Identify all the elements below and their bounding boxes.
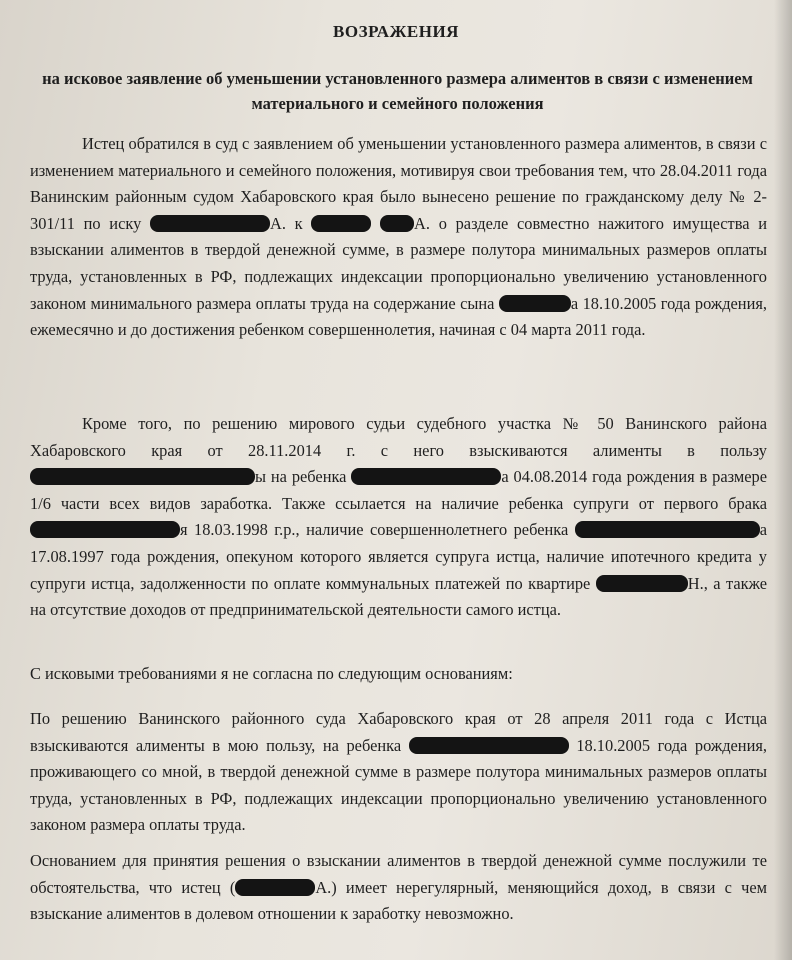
paragraph-3 <box>30 661 767 688</box>
paragraph-text: ы на ребенка <box>255 467 352 487</box>
paragraph-text: А. к <box>270 213 312 233</box>
paragraph-text: Кроме того, по решению мирового судьи судебного участка № 50 Ванинского района Хабаровского края от 28.11.2014 г. с него взыскиваются алименты в пользу <box>30 414 767 460</box>
paragraph-4 <box>30 706 767 839</box>
redacted-name <box>575 521 760 538</box>
paragraph-text: а 17.08.1997 года рождения, опекуном которого является супруга истца, наличие ипотечного кредита у супруги истца, задолженности по оплате коммунальных платежей по квартире <box>30 520 767 593</box>
paragraph-text: Н., а также на отсутствие доходов от предпринимательской деятельности самого истца. <box>30 573 767 620</box>
paragraph-1 <box>30 131 767 344</box>
redacted-name <box>499 295 571 312</box>
redacted-name <box>30 521 180 538</box>
paragraph-text: Истец обратился в суд с заявлением об уменьшении установленного размера алиментов, в связи с изменением материального и семейного положения, мотивируя свои требования тем, что 28.04.2011 года Ванинским районным судом Хабаровского края было вынесено решение по гражданскому делу № 2-301/11 по иску <box>30 134 767 233</box>
paragraph-text: А. о разделе совместно нажитого имущества и взыскании алиментов в твердой денежной сумме, в размере полутора минимальных размеров оплаты труда, установленных в РФ, подлежащих индексации пропорционально увеличению установленного законом минимального размера оплаты труда на содержание сына <box>30 213 767 313</box>
redacted-name <box>30 468 255 485</box>
paragraph-text: А.) имеет нерегулярный, меняющийся доход, в связи с чем взыскание алиментов в долевом отношении к заработку невозможно. <box>30 877 767 924</box>
paragraph-text: Основанием для принятия решения о взыскании алиментов в твердой денежной сумме послужили те обстоятельства, что истец ( <box>30 851 767 897</box>
redacted-name <box>596 575 688 592</box>
redacted-name <box>150 215 270 232</box>
document-title: ВОЗРАЖЕНИЯ <box>333 22 459 41</box>
paragraph-text: а 18.10.2005 года рождения, ежемесячно и до достижения ребенком совершеннолетия, начиная с 04 марта 2011 года. <box>30 293 767 340</box>
paragraph-text: я 18.03.1998 г.р., наличие совершеннолетнего ребенка <box>180 520 575 540</box>
paragraph-text: С исковыми требованиями я не согласна по следующим основаниям: <box>30 664 513 683</box>
redacted-name <box>351 468 501 485</box>
paragraph-text: а 04.08.2014 года рождения в размере 1/6 части всех видов заработка. Также ссылается на наличие ребенка супруги от первого брака <box>30 467 768 513</box>
page-edge-shadow <box>774 0 792 960</box>
paragraph-text: По решению Ванинского районного суда Хабаровского края от 28 апреля 2011 года с Истца взыскиваются алименты в мою пользу, на ребенка <box>30 709 767 755</box>
document-subtitle: на исковое заявление об уменьшении установленного размера алиментов в связи с изменением материального и семейного положения <box>42 69 753 113</box>
paragraph-2 <box>30 411 767 624</box>
paragraph-text: 18.10.2005 года рождения, проживающего со мной, в твердой денежной сумме в размере полутора минимальных размеров оплаты труда, установленных в РФ, подлежащих индексации пропорционально увеличению установленного законом размера оплаты труда. <box>30 735 767 835</box>
redacted-name <box>380 215 414 232</box>
paragraph-5 <box>30 848 767 928</box>
redacted-name <box>311 215 371 232</box>
redacted-name <box>235 879 315 896</box>
redacted-name <box>409 737 569 754</box>
